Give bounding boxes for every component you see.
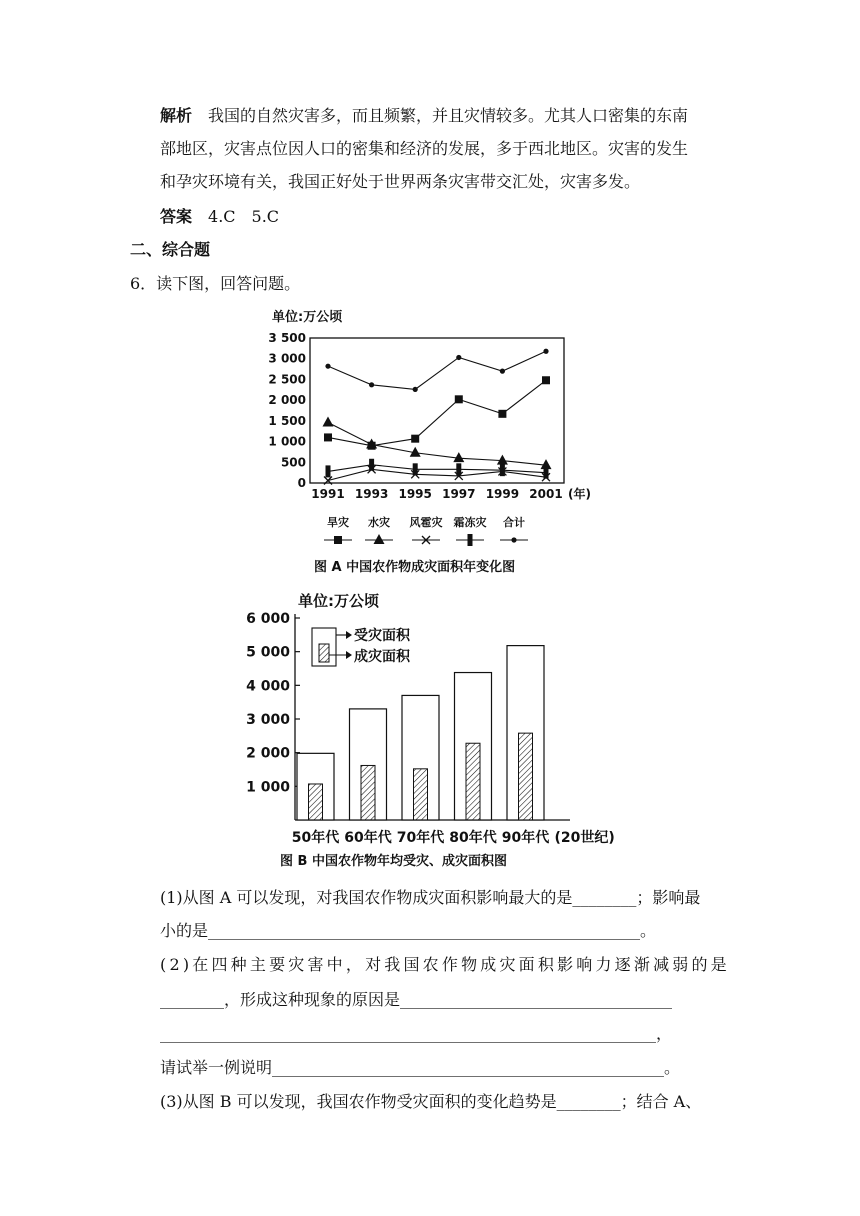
figure-a-x-tick-label: 1999 xyxy=(485,487,520,501)
figure-a-y-tick-label: 500 xyxy=(280,455,306,470)
figure-a-point xyxy=(411,435,419,443)
figure-a-y-tick-label: 3 000 xyxy=(268,351,306,366)
figure-a-series-line xyxy=(328,380,546,445)
figure-b-legend-arrowhead xyxy=(346,631,352,639)
figure-a-point xyxy=(498,410,506,418)
figure-a-legend-label: 霜冻灾 xyxy=(453,516,487,529)
figure-a-legend-marker xyxy=(374,534,385,544)
figure-a-point xyxy=(324,433,332,441)
figure-b-legend-label: 受灾面积 xyxy=(354,628,410,644)
figure-a-y-tick-label: 2 000 xyxy=(268,393,306,408)
figure-b-y-tick-label: 4 000 xyxy=(246,678,290,695)
figure-b-unit-label: 单位:万公顷 xyxy=(298,592,379,610)
figure-b-y-tick-label: 1 000 xyxy=(246,779,290,796)
analysis-line-1 xyxy=(160,106,688,126)
figure-b-bar-chart xyxy=(240,588,640,878)
figure-a-point xyxy=(544,467,549,479)
figure-a-y-tick-label: 2 500 xyxy=(268,372,306,387)
figure-a-legend-label: 水灾 xyxy=(368,516,390,529)
figure-a-point xyxy=(500,464,505,476)
figure-b-bar-damaged xyxy=(309,784,323,820)
figure-a-point xyxy=(542,376,550,384)
q2-line-1: (2)在四种主要灾害中，对我国农作物成灾面积影响力逐渐减弱的是 xyxy=(160,955,730,974)
figure-a-legend-marker xyxy=(334,536,342,544)
figure-a-point xyxy=(369,459,374,471)
figure-a-point xyxy=(326,465,331,477)
figure-a-point xyxy=(323,417,334,427)
analysis-line-2: 部地区，灾害点位因人口的密集和经济的发展，多于西北地区。灾害的发生 xyxy=(160,139,689,158)
figure-b-bar-damaged xyxy=(361,765,375,820)
answer-label: 答案 xyxy=(160,207,193,226)
figure-a-legend-label: 合计 xyxy=(503,516,525,529)
q3-line-1: (3)从图 B 可以发现，我国农作物受灾面积的变化趋势是________；结合 A、 xyxy=(160,1092,702,1111)
figure-a-x-tick-label: 1993 xyxy=(354,487,389,501)
figure-a-x-tick-label: 1991 xyxy=(311,487,345,501)
analysis-line-3: 和孕灾环境有关，我国正好处于世界两条灾害带交汇处，灾害多发。 xyxy=(160,172,641,191)
q1-line-1: (1)从图 A 可以发现，对我国农作物成灾面积影响最大的是________；影响最 xyxy=(160,888,701,907)
q2-line-3: ______________________________________________________________， xyxy=(160,1024,672,1043)
figure-a-point xyxy=(497,455,508,465)
analysis-text-1: 我国的自然灾害多，而且频繁，并且灾情较多。尤其人口密集的东南 xyxy=(208,106,689,125)
figure-b-y-tick-label: 6 000 xyxy=(246,611,290,627)
figure-a-y-tick-label: 3 500 xyxy=(268,331,306,345)
figure-a-series-line xyxy=(328,351,546,389)
figure-a-legend-label: 旱灾 xyxy=(327,516,349,529)
figure-a-series-line xyxy=(328,465,546,473)
figure-b-y-tick-label: 2 000 xyxy=(246,745,290,762)
figure-a-legend-marker xyxy=(511,537,516,542)
figure-a-x-tick-label: 1997 xyxy=(442,487,476,501)
section-title: 二、综合题 xyxy=(130,240,211,259)
figure-b-bar-damaged xyxy=(466,743,480,820)
analysis-label: 解析 xyxy=(160,106,193,125)
figure-b-x-unit: (20世纪) xyxy=(554,830,615,846)
answer-value: 4.C 5.C xyxy=(208,207,280,226)
figure-a-plot-frame xyxy=(310,338,564,483)
figure-a-unit-label: 单位:万公顷 xyxy=(272,310,343,325)
figure-b-legend-inner-box xyxy=(319,644,329,662)
figure-a-point xyxy=(543,349,548,354)
figure-a-y-tick-label: 0 xyxy=(297,476,306,490)
figure-a-line-chart xyxy=(256,300,616,590)
figure-b-y-tick-label: 5 000 xyxy=(246,644,290,661)
figure-a-point xyxy=(455,395,463,403)
figure-b-x-tick-label: 60年代 xyxy=(344,830,392,846)
figure-b-x-tick-label: 90年代 xyxy=(501,830,550,846)
q2-line-2: ________，形成这种现象的原因是__________________________________ xyxy=(160,990,673,1009)
answer-line xyxy=(160,207,279,227)
figure-a-point xyxy=(325,364,330,369)
figure-b-legend-label: 成灾面积 xyxy=(354,649,410,665)
figure-a-point xyxy=(413,463,418,475)
figure-a-x-tick-label: 1995 xyxy=(398,487,432,501)
figure-b-x-tick-label: 70年代 xyxy=(396,830,445,846)
figure-b-x-tick-label: 80年代 xyxy=(449,830,497,846)
figure-b-bar-damaged xyxy=(414,769,428,820)
figure-a-point xyxy=(500,369,505,374)
figure-a-point xyxy=(456,355,461,360)
q2-line-4: 请试举一例说明_________________________________________________。 xyxy=(160,1058,681,1077)
figure-a-y-tick-label: 1 500 xyxy=(268,413,306,428)
figure-b-bar-damaged xyxy=(519,733,533,820)
figure-b-caption: 图 B 中国农作物年均受灾、成灾面积图 xyxy=(280,854,507,869)
figure-b-y-tick-label: 3 000 xyxy=(246,712,290,728)
figure-a-legend-label: 风雹灾 xyxy=(409,516,443,529)
figure-a-y-tick-label: 1 000 xyxy=(268,434,306,449)
figure-b-x-tick-label: 50年代 xyxy=(291,830,340,846)
figure-a-caption: 图 A 中国农作物成灾面积年变化图 xyxy=(314,560,516,575)
figure-b-legend-arrowhead xyxy=(346,651,352,659)
figure-a-legend-marker xyxy=(468,534,473,546)
figure-a-x-unit: (年) xyxy=(568,487,591,501)
figure-a-point xyxy=(456,463,461,475)
q1-line-2: 小的是______________________________________________________。 xyxy=(160,921,657,940)
question-6: 6．读下图，回答问题。 xyxy=(130,274,301,293)
figure-a-x-tick-label: 2001 xyxy=(529,487,563,501)
figure-a-point xyxy=(369,382,374,387)
figure-a-point xyxy=(413,387,418,392)
